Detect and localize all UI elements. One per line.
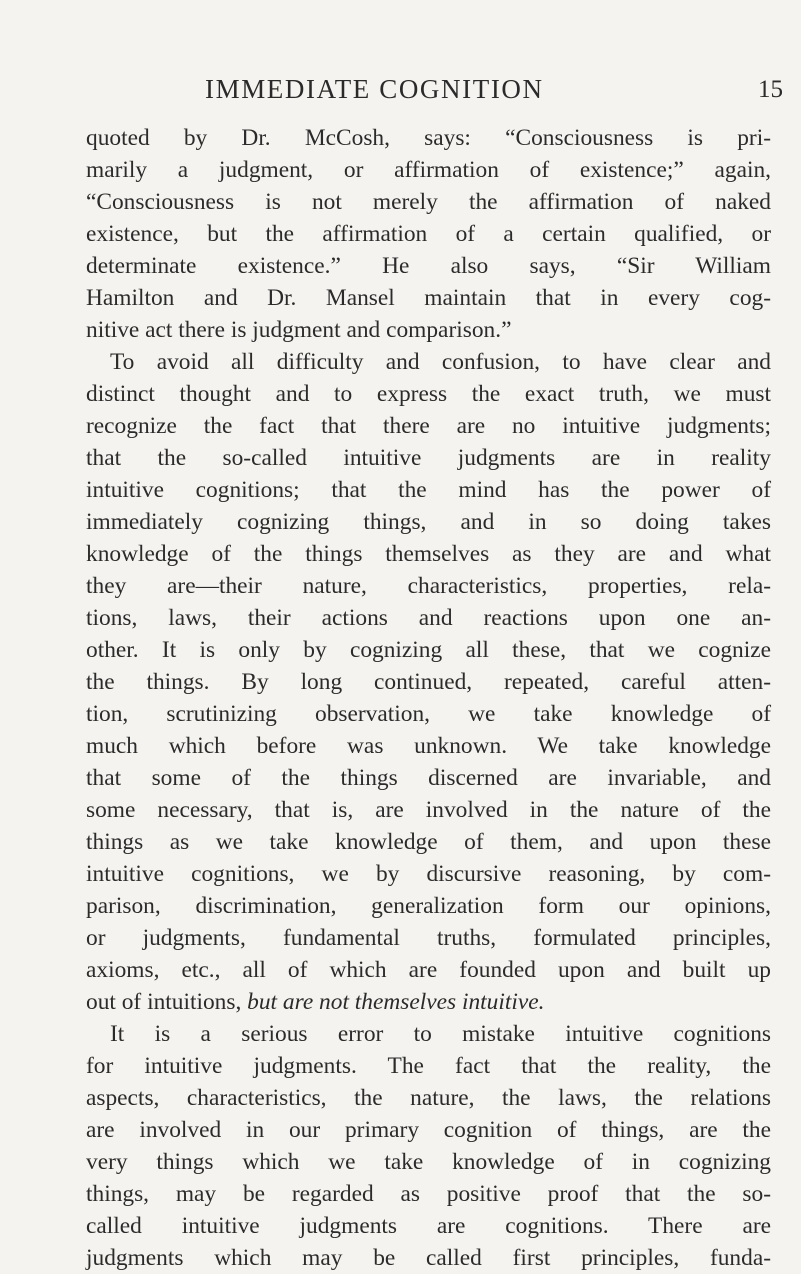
text-line: quoted by Dr. McCosh, says: “Consciousness is pri-: [86, 125, 771, 151]
body-text: [86, 122, 771, 1274]
paragraph-start-line: To avoid all difficulty and confusion, to have clear and: [110, 349, 771, 375]
text-line: existence, but the affirmation of a certain qualified, or: [86, 221, 771, 247]
text-line: some necessary, that is, are involved in the nature of the: [86, 797, 771, 823]
text-line: other. It is only by cognizing all these, that we cognize: [86, 637, 771, 663]
text-line: or judgments, fundamental truths, formulated principles,: [86, 925, 771, 951]
text-line: nitive act there is judgment and comparison.”: [86, 317, 512, 343]
text-segment: out of intuitions,: [86, 989, 242, 1015]
text-line: knowledge of the things themselves as they are and what: [86, 541, 771, 567]
text-line: aspects, characteristics, the nature, the laws, the relations: [86, 1085, 771, 1111]
text-line: marily a judgment, or affirmation of existence;” again,: [86, 157, 771, 183]
text-line-with-italic: [86, 986, 771, 1018]
text-line: recognize the fact that there are no intuitive judgments;: [86, 413, 771, 439]
text-line: parison, discrimination, generalization form our opinions,: [86, 893, 771, 919]
text-line: distinct thought and to express the exact truth, we must: [86, 381, 771, 407]
text-line: immediately cognizing things, and in so doing takes: [86, 509, 771, 535]
text-line: intuitive cognitions, we by discursive reasoning, by com-: [86, 861, 771, 887]
text-line: tions, laws, their actions and reactions upon one an-: [86, 605, 771, 631]
text-line: “Consciousness is not merely the affirmation of naked: [86, 189, 771, 215]
running-head-title: IMMEDIATE COGNITION: [205, 74, 544, 104]
running-head: [0, 70, 801, 110]
text-line: called intuitive judgments are cognitions. There are: [86, 1213, 771, 1239]
text-line: the things. By long continued, repeated, careful atten-: [86, 669, 771, 695]
page-number: 15: [758, 76, 783, 103]
text-line: intuitive cognitions; that the mind has the power of: [86, 477, 771, 503]
text-line: that the so-called intuitive judgments are in reality: [86, 445, 771, 471]
text-line: things as we take knowledge of them, and upon these: [86, 829, 771, 855]
text-line: are involved in our primary cognition of things, are the: [86, 1117, 771, 1143]
italic-phrase: but are not themselves intuitive.: [247, 989, 545, 1015]
text-line: determinate existence.” He also says, “Sir William: [86, 253, 771, 279]
text-line: things, may be regarded as positive proof that the so-: [86, 1181, 771, 1207]
text-line: for intuitive judgments. The fact that the reality, the: [86, 1053, 771, 1079]
text-line: they are—their nature, characteristics, properties, rela-: [86, 573, 771, 599]
text-line: tion, scrutinizing observation, we take knowledge of: [86, 701, 771, 727]
text-line: Hamilton and Dr. Mansel maintain that in every cog-: [86, 285, 771, 311]
text-line: very things which we take knowledge of in cognizing: [86, 1149, 771, 1175]
text-line: judgments which may be called first principles, funda-: [86, 1245, 771, 1271]
paragraph-start-line: It is a serious error to mistake intuitive cognitions: [110, 1021, 771, 1047]
text-line: axioms, etc., all of which are founded upon and built up: [86, 957, 771, 983]
text-line: much which before was unknown. We take knowledge: [86, 733, 771, 759]
text-line: that some of the things discerned are invariable, and: [86, 765, 771, 791]
